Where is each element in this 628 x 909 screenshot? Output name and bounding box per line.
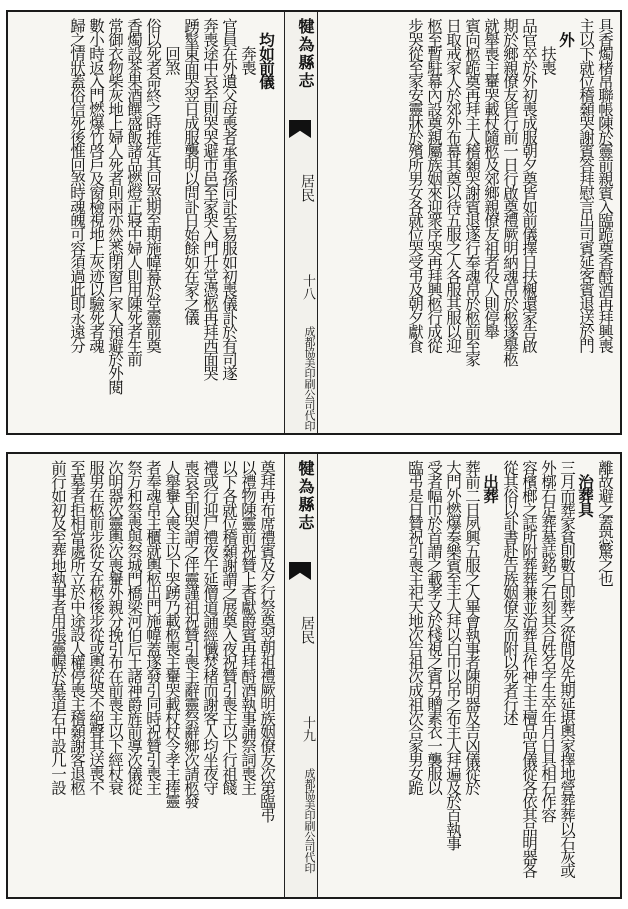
section-heading: 均如前儀 xyxy=(257,32,276,88)
bottom-page xyxy=(6,452,622,899)
section-heading: 奔喪 xyxy=(239,46,257,74)
printer-imprint: 成都協美印刷公司代印 xyxy=(303,326,316,431)
text-column: 奠拜再布席禮賓及夕行祭奠翌朝祖禮厥明族姻僚友次第臨弔 xyxy=(258,460,276,822)
text-column: 外槨石足葬墓誌銘之石刻其合姓名字生卒年月日具相石作容 xyxy=(539,460,557,822)
text-column: 前行如初及至葬地執事者用張靈幄於墓道右中設几一設 xyxy=(49,460,67,794)
printer-imprint: 成都協美印刷公司代印 xyxy=(303,768,316,873)
text-column: 人舉轝入喪主以下哭踴乃載柩喪主轝哭載杖杖令孝主捧靈 xyxy=(163,460,181,808)
text-column: 服男在柩前步從女在柩後步從或輿從哭不絕聲其送喪不 xyxy=(87,460,105,794)
text-column: 就舉喪主轝哭載杖隨柩及郊鄉親僚友祖者役人則停舉 xyxy=(482,18,500,338)
book-title: 犍為縣志 xyxy=(296,18,315,90)
section-heading: 回煞 xyxy=(163,46,181,74)
page-number: 十九 xyxy=(300,716,315,742)
text-column: 祭万和祭喪與祭城門橋梁河伯后土諸神爵旌前導次儀從 xyxy=(125,460,143,794)
text-column: 踴髽東面哭翌日成服襲明以問訃日始餘如在家之儀 xyxy=(182,18,200,324)
text-column: 柩至暫駐幕內設奠親屬族姻來迎衆序哭再拜興柩行成從 xyxy=(425,18,443,352)
top-page-left-text xyxy=(12,18,276,427)
bottom-page-left-text xyxy=(12,460,276,891)
text-column: 次明器次靈輿次喪轝外親分挽引布在前喪主以下經杖衰 xyxy=(106,460,124,794)
text-column: 受者幅巾於首謂之載孝又於棧視之賓另贈素衣一襲服以 xyxy=(425,460,443,794)
text-column: 從其俗以訃書赴告族姻僚友而附以死者行述 xyxy=(501,460,519,725)
text-column: 期於鄉親僚友皆行前一日行啟奠禮厥明納魂帛於柩遂舉柩 xyxy=(501,18,519,366)
header-block xyxy=(284,454,318,897)
text-column: 歸之情狀蓋俗信死後惟回煞時魂魄可容須過此即永遠分 xyxy=(68,18,86,352)
text-column: 至墓者拒相當處所立於中途設人權停喪主稽顙謝客退柩 xyxy=(68,460,86,794)
section-heading: 治葬具 xyxy=(576,474,595,516)
bottom-page-right-text xyxy=(358,460,614,891)
text-column: 步哭從至家安靈牀於殯所男女各就位哭受弔及朝夕獻食 xyxy=(406,18,424,352)
text-column: 葬前二日夙興五服之人畢會執事者陳明器及吉凶儀從於 xyxy=(463,460,481,794)
text-column: 以下各就位稽顙謝謂之展奠入夜祝贊引喪主以下行祖餞 xyxy=(220,460,238,794)
fish-tail-ornament xyxy=(289,120,311,138)
section-heading: 出葬 xyxy=(481,474,500,502)
section-heading: 外 xyxy=(557,32,576,46)
text-column: 三月而葬家貧則數日即葬之從間及先期延堪輿家擇地營葬葬以石灰或 xyxy=(558,460,576,878)
text-column: 具香燭楮帛聯帳陳於靈前親賓入臨跪奠香酹酒再拜興喪 xyxy=(596,18,614,352)
top-page-right-text xyxy=(320,18,614,427)
top-page xyxy=(6,10,622,435)
text-column: 臨弔是日贊祝引喪主祀天地次告祖次成祖次合家男女跪 xyxy=(406,460,424,794)
text-column: 數小時返入門燃爆竹啓戶及窗檢視地上灰迹以驗死者魂 xyxy=(87,18,105,352)
text-column: 禮或行迎尸禮夜午延僧道誦經懺焚楮而謝客人均坐夜守 xyxy=(201,460,219,794)
text-column: 主以下就位稽顙哭謝賓答拜慰言出司賓延客賓退送於門 xyxy=(577,18,595,352)
text-column: 俗以死者命終之時推定其回煞期至期施幃幕於堂靈前奠 xyxy=(144,18,162,352)
text-column: 日取戒家人於郊外布幕其奠以待五服之人各服其服以迎 xyxy=(444,18,462,352)
header-block xyxy=(284,12,318,433)
fish-tail-ornament xyxy=(289,562,311,580)
section-heading: 扶喪 xyxy=(539,46,557,74)
text-column: 常御衣物柴灰地上婦人死者則兩亦然悉閉窗戶家人預避於外閱 xyxy=(106,18,124,394)
text-column: 容檳榔之誌所附葬葬兼並治葬具作神主主檀品官儀從各依其品明器各 xyxy=(520,460,538,878)
text-column: 者奉魂帛主櫃就輿柩出門施幃蓋遂發引同時祝贊引喪主 xyxy=(144,460,162,794)
book-title: 犍為縣志 xyxy=(296,460,315,532)
text-column: 賓向柩跪奠再拜主人稽顙哭謝賓退遂行奉魂帛於柩前至家 xyxy=(463,18,481,366)
section-name: 居民 xyxy=(299,174,315,202)
text-column: 品官卒於外初喪成服朝夕奠皆如前儀擇日扶櫬還家告啟 xyxy=(520,18,538,352)
text-column: 大門外燃爆奏樂賓至主人拜以白巾以吊之布主人拜遍及於百執事 xyxy=(444,460,462,850)
text-column: 喪哀至則哭謂之伴靈謹祖祝贊引喪主辭靈祭辭鄉次請柩發 xyxy=(182,460,200,808)
text-column: 官員在外遺父母喪者承重孫同訃至易服如初喪儀訃於有司遂 xyxy=(220,18,238,380)
section-name: 居民 xyxy=(299,616,315,644)
text-column: 以禮物陳靈前祝贊上香獻爵賓再拜酹酒執事誦祭詞喪主 xyxy=(239,460,257,794)
text-column: 奔喪途中哀至則哭哭避市邑至家哭入門升堂憑柩再拜西面哭 xyxy=(201,18,219,380)
page-number: 十八 xyxy=(300,274,315,300)
text-column: 香燭設茶果酒饌盛飯諸品燃燈正寢中婦人則用陳死者生前 xyxy=(125,18,143,366)
text-column: 離故避之蓋恐驚之也 xyxy=(596,460,614,586)
